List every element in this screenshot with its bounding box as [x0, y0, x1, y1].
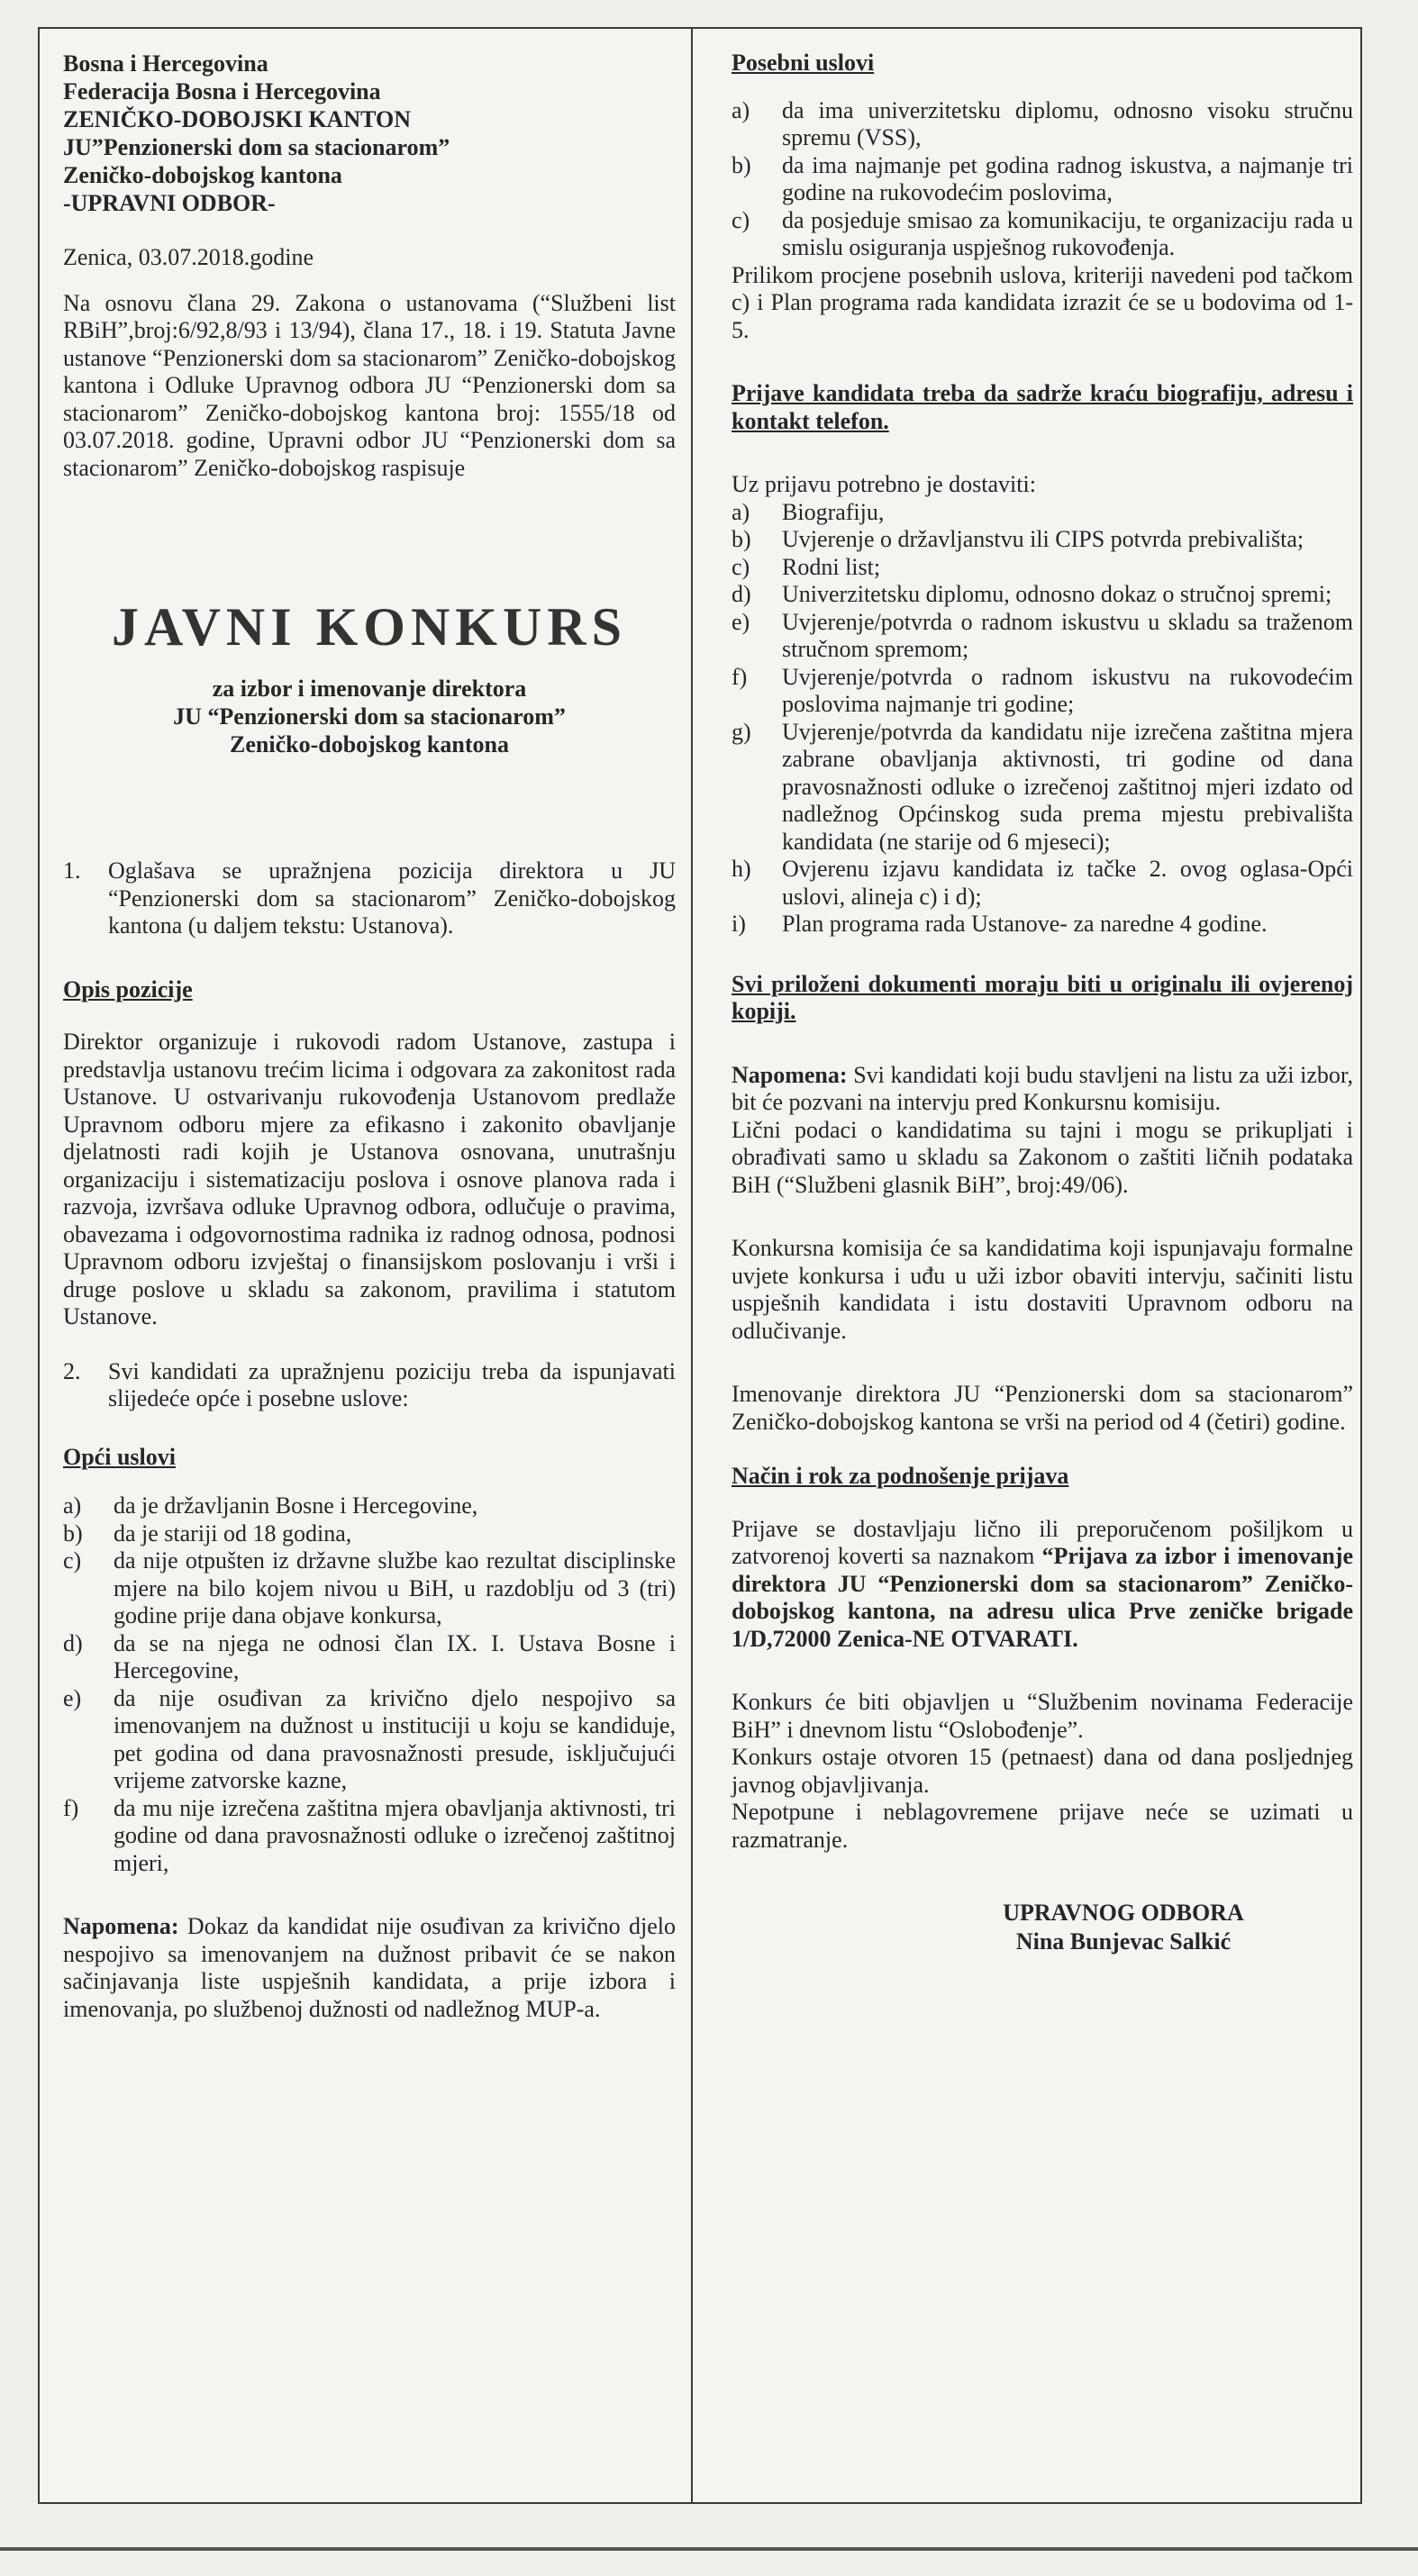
header-line: -UPRAVNI ODBOR-	[63, 190, 276, 216]
opci-note	[63, 1913, 676, 2023]
prijave-lead: Uz prijavu potrebno je dostaviti:	[732, 471, 1036, 497]
item-letter: b)	[732, 151, 751, 178]
item-letter: g)	[732, 718, 751, 745]
item-letter: f)	[63, 1794, 79, 1821]
header-line: ZENIČKO-DOBOJSKI KANTON	[63, 106, 411, 132]
item-text: Uvjerenje/potvrda da kandidatu nije izrečena zaštitna mjera zabrane obavljanja aktivnosti, tri godine od dana pravosnažnosti odluke o izrečenoj zaštitnoj mjeri izdato od nadležnog Općinskog suda prema mjestu prebivališta kandidata (ne starije od 6 mjeseci);	[782, 718, 1353, 855]
document-title: JAVNI KONKURS	[112, 597, 627, 657]
item-letter: f)	[732, 663, 748, 690]
section-heading-posebni: Posebni uslovi	[732, 50, 875, 76]
list-item	[63, 1547, 676, 1630]
item-text: Ovjerenu izjavu kandidata iz tačke 2. ovog oglasa-Opći uslovi, alineja c) i d);	[782, 856, 1353, 910]
item-letter: i)	[732, 911, 746, 937]
item-letter: e)	[63, 1684, 82, 1711]
item-text: Plan programa rada Ustanove- za naredne 4 godine.	[782, 911, 1268, 937]
imenovanje-text: Imenovanje direktora JU “Penzionerski dom sa stacionarom” Zeničko-dobojskog kantona se vrši na period od 4 (četiri) godine.	[732, 1381, 1353, 1435]
item-text: da nije osuđivan za krivično djelo nespojivo sa imenovanjem na dužnost u instituciji u koju se kandiduje, pet godina od dana pravosnažnosti presude, isključujući vrijeme zatvorske kazne,	[114, 1684, 676, 1793]
nacin-plain: Prijave se dostavljaju lično ili preporučenom pošiljkom u zatvorenoj koverti sa naznakom	[732, 1515, 1353, 1569]
point-text: Svi kandidati za upražnjenu poziciju treba da ispunjavati slijedeće opće i posebne uslove:	[108, 1357, 676, 1411]
list-item	[63, 1630, 676, 1685]
opis-text: Direktor organizuje i rukovodi radom Ustanove, zastupa i predstavlja ustanovu trećim licima i odgovara za zakonitost rada Ustanove. U ostvarivanju rukovođenja Ustanovom predlaže Upravnom odboru mjere za efikasno i zakonito obavljanje djelatnosti radi kojih je Ustanova osnovana, unutrašnju organizaciju i sistematizaciju poslova i osnove planova rada i razvoja, izvršava odluke Upravnog odbora, odlučuje o pravima, obavezama i odgovornostima radnika iz radnog odnosa, podnosi Upravnom odboru izvještaj o finansijskom poslovanju i vrši i druge poslove u skladu sa zakonom, pravilima i statutom Ustanove.	[63, 1029, 676, 1329]
objava-line: Nepotpune i neblagovremene prijave neće se uzimati u razmatranje.	[732, 1799, 1353, 1853]
list-item	[732, 664, 1353, 719]
section-heading-prijave: Prijave kandidata treba da sadrže kraću biografiju, adresu i kontakt telefon.	[732, 380, 1353, 434]
nacin-bold: “Prijava za izbor i imenovanje direktora JU “Penzionerski dom sa stacionarom” Zeničko-dobojskog kantona, na adresu ulica Prve zeničke brigade 1/D,72000 Zenica-NE OTVARATI.	[732, 1543, 1353, 1652]
item-letter: e)	[732, 608, 750, 635]
point-text: Oglašava se upražnjena pozicija direktora u JU “Penzionerski dom sa stacionarom” Zeničko-dobojskog kantona (u daljem tekstu: Ustanova).	[108, 857, 676, 939]
objava-line: Konkurs će biti objavljen u “Službenim novinama Federacije BiH” i dnevnom listu “Oslobođenje”.	[732, 1689, 1353, 1743]
subtitle-line: JU “Penzionerski dom sa stacionarom”	[173, 703, 566, 730]
item-letter: d)	[63, 1629, 83, 1656]
item-text: da ima univerzitetsku diplomu, odnosno visoku stručnu spremu (VSS),	[782, 96, 1353, 150]
item-letter: c)	[732, 206, 750, 233]
list-item	[63, 1492, 676, 1520]
document-date: Zenica, 03.07.2018.godine	[63, 244, 314, 270]
objava-line: Konkurs ostaje otvoren 15 (petnaest) dana od dana posljednjeg javnog objavljivanja.	[732, 1744, 1353, 1798]
item-text: Univerzitetsku diplomu, odnosno dokaz o stručnoj spremi;	[782, 581, 1332, 607]
item-letter: b)	[732, 526, 751, 552]
subtitle-line: Zeničko-dobojskog kantona	[230, 731, 509, 757]
point-number: 1.	[63, 857, 81, 884]
column-divider	[691, 27, 693, 2504]
item-letter: c)	[63, 1547, 82, 1574]
document-subtitle	[63, 675, 676, 758]
subtitle-line: za izbor i imenovanje direktora	[212, 676, 527, 702]
point-2	[63, 1358, 676, 1413]
item-letter: h)	[732, 856, 751, 882]
item-text: da mu nije izrečena zaštitna mjera obavljanja aktivnosti, tri godine od dana pravosnažnosti odluke o izrečenoj zaštitnoj mjeri,	[114, 1794, 676, 1876]
note-text: Svi kandidati koji budu stavljeni na listu za uži izbor, bit će pozvani na intervju pred Konkursnu komisiju.	[732, 1061, 1353, 1115]
section-heading-opci: Opći uslovi	[63, 1443, 176, 1470]
item-text: da posjeduje smisao za komunikaciju, te organizaciju rada u smislu osiguranja uspješnog rukovođenja.	[782, 206, 1353, 260]
list-item	[732, 499, 1353, 527]
intro-paragraph: Na osnovu člana 29. Zakona o ustanovama (“Službeni list RBiH”,broj:6/92,8/93 i 13/94), člana 17., 18. i 19. Statuta Javne ustanove “Penzionerski dom sa stacionarom” Zeničko-dobojskog kantona i Odluke Upravnog odbora JU “Penzionerski dom sa stacionarom” Zeničko-dobojskog kantona broj: 1555/18 od 03.07.2018. godine, Upravni odbor JU “Penzionerski dom sa stacionarom” Zeničko-dobojskog raspisuje	[63, 289, 676, 481]
item-text: Uvjerenje o državljanstvu ili CIPS potvrda prebivališta;	[782, 526, 1304, 552]
bottom-rule	[0, 2547, 1418, 2551]
item-letter: a)	[63, 1492, 82, 1519]
note-text: Dokaz da kandidat nije osuđivan za krivično djelo nespojivo sa imenovanjem na dužnost pribavit će se nakon sačinjavanja liste uspješnih kandidata, a prije izbora i imenovanja, po službenoj dužnosti od nadležnog MUP-a.	[63, 1913, 676, 2022]
list-item	[732, 609, 1353, 664]
item-letter: d)	[732, 581, 751, 607]
privacy-text: Lični podaci o kandidatima su tajni i mogu se prikupljati i obrađivati samo u skladu sa Zakonom o zaštiti ličnih podataka BiH (“Službeni glasnik BiH”, broj:49/06).	[732, 1116, 1353, 1198]
komisija-text: Konkursna komisija će sa kandidatima koji ispunjavaju formalne uvjete konkursa i uđu u uži izbor obaviti intervju, sačiniti listu uspješnih kandidata i istu dostaviti Upravnom odboru na odlučivanje.	[732, 1235, 1353, 1344]
list-item	[732, 856, 1353, 911]
item-text: Biografiju,	[782, 498, 885, 525]
list-item	[732, 526, 1353, 554]
item-text: Uvjerenje/potvrda o radnom iskustvu na rukovodećim poslovima najmanje tri godine;	[782, 663, 1353, 717]
item-text: da ima najmanje pet godina radnog iskustva, a najmanje tri godine na rukovodećim poslovima,	[782, 151, 1353, 205]
posebni-uslovi-list	[732, 97, 1353, 262]
list-item	[63, 1520, 676, 1548]
opci-uslovi-list	[63, 1492, 676, 1877]
list-item	[63, 1685, 676, 1795]
header-line: JU”Penzionerski dom sa stacionarom”	[63, 134, 450, 160]
item-letter: a)	[732, 498, 750, 525]
list-item	[732, 554, 1353, 582]
posebni-after: Prilikom procjene posebnih uslova, kriteriji navedeni pod tačkom c) i Plan programa rada kandidata izrazit će se u bodovima od 1-5.	[732, 261, 1353, 343]
item-text: Rodni list;	[782, 553, 881, 580]
note-label: Napomena:	[63, 1913, 179, 1939]
item-text: da nije otpušten iz državne službe kao rezultat disciplinske mjere na bilo kojem nivou u BiH, u razdoblju od 3 (tri) godine prije dana objave konkursa,	[114, 1547, 676, 1628]
list-item	[732, 152, 1353, 207]
originals-notice: Svi priloženi dokumenti moraju biti u originalu ili ovjerenoj kopiji.	[732, 970, 1353, 1024]
item-letter: a)	[732, 96, 750, 123]
section-heading-opis: Opis pozicije	[63, 975, 193, 1002]
point-1	[63, 857, 676, 940]
list-item	[63, 1795, 676, 1878]
left-column	[63, 50, 676, 2023]
item-text: da je državljanin Bosne i Hercegovine,	[114, 1492, 478, 1519]
header-line: Federacija Bosna i Hercegovina	[63, 78, 381, 104]
right-column	[732, 50, 1353, 1956]
signature-title: UPRAVNOG ODBORA	[1003, 1900, 1244, 1926]
item-letter: c)	[732, 553, 750, 580]
issuer-header	[63, 50, 676, 217]
signature-block	[732, 1899, 1353, 1956]
list-item	[732, 581, 1353, 609]
header-line: Bosna i Hercegovina	[63, 50, 268, 77]
signature-name: Nina Bunjevac Salkić	[1015, 1928, 1232, 1955]
item-text: da je stariji od 18 godina,	[114, 1519, 352, 1547]
point-number: 2.	[63, 1357, 81, 1384]
napomena-2	[732, 1062, 1353, 1117]
list-item	[732, 97, 1353, 152]
prijave-documents-list	[732, 499, 1353, 939]
nacin-text	[732, 1516, 1353, 1654]
header-line: Zeničko-dobojskog kantona	[63, 162, 342, 188]
list-item	[732, 719, 1353, 857]
list-item	[732, 911, 1353, 939]
section-heading-nacin: Način i rok za podnošenje prijava	[732, 1463, 1069, 1489]
item-text: Uvjerenje/potvrda o radnom iskustvu u skladu sa traženom stručnom spremom;	[782, 608, 1353, 662]
item-letter: b)	[63, 1519, 83, 1547]
note-label: Napomena:	[732, 1061, 848, 1088]
item-text: da se na njega ne odnosi član IX. I. Ustava Bosne i Hercegovine,	[114, 1629, 676, 1683]
list-item	[732, 207, 1353, 262]
